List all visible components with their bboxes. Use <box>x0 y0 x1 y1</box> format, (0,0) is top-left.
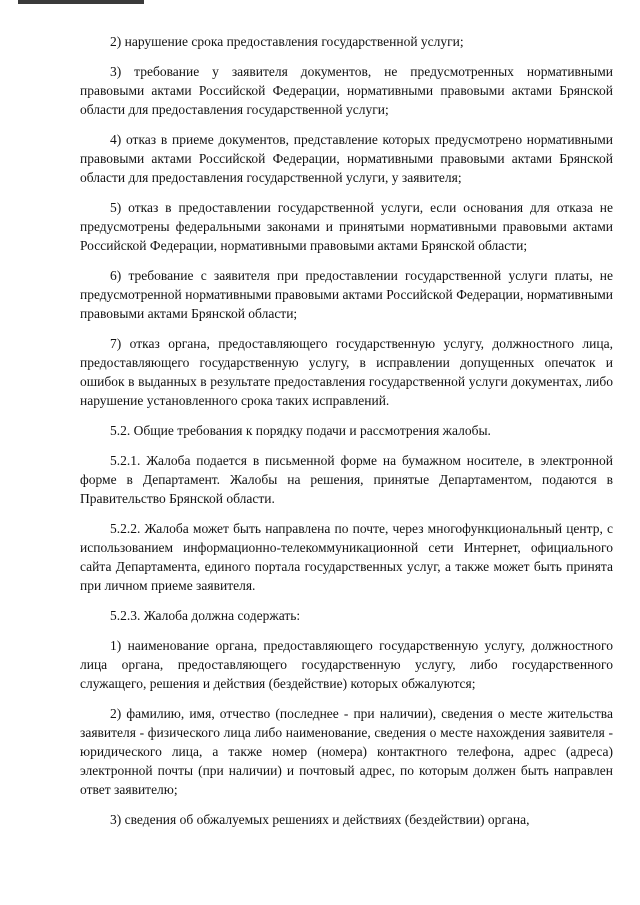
top-rule <box>18 0 144 4</box>
paragraph-unlawful-fee: 6) требование с заявителя при предоставлении государственной услуги платы, не предусмотренной нормативными правовыми актами Российской Федерации, нормативными правовыми актами Брянской области; <box>80 268 613 321</box>
paragraph-extra-documents: 3) требование у заявителя документов, не предусмотренных нормативными правовыми актами Российской Федерации, нормативными правовыми актами Брянской области для предоставления государственной услуги; <box>80 64 613 117</box>
paragraph-refusal-service: 5) отказ в предоставлении государственной услуги, если основания для отказа не предусмотрены федеральными законами и принятыми нормативными правовыми актами Российской Федерации, нормативными правовыми актами Брянской области; <box>80 200 613 253</box>
clause-5-2-1: 5.2.1. Жалоба подается в письменной форме на бумажном носителе, в электронной форме в Департамент. Жалобы на решения, принятые Департаментом, подаются в Правительство Брянской области. <box>80 453 613 506</box>
list-item-1: 1) наименование органа, предоставляющего государственную услугу, должностного лица органа, предоставляющего государственную услугу, либо государственного служащего, решения и действия (бездействие) которых обжалуются; <box>80 638 613 691</box>
clause-5-2-3: 5.2.3. Жалоба должна содержать: <box>110 608 301 623</box>
list-item-2: 2) фамилию, имя, отчество (последнее - при наличии), сведения о месте жительства заявителя - физического лица либо наименование, сведения о месте нахождения заявителя - юридического лица, а также номер (номера) контактного телефона, адрес (адреса) электронной почты (при наличии) и почтовый адрес, по которым должен быть направлен ответ заявителю; <box>80 706 613 797</box>
paragraph-violation-deadline: 2) нарушение срока предоставления государственной услуги; <box>110 34 464 49</box>
section-heading-5-2: 5.2. Общие требования к порядку подачи и рассмотрения жалобы. <box>110 423 491 438</box>
list-item-3: 3) сведения об обжалуемых решениях и действиях (бездействии) органа, <box>110 812 530 827</box>
clause-5-2-2: 5.2.2. Жалоба может быть направлена по почте, через многофункциональный центр, с использованием информационно-телекоммуникационной сети Интернет, официального сайта Департамента, единого портала государственных услуг, а также может быть принята при личном приеме заявителя. <box>80 521 613 593</box>
document-body <box>80 32 613 840</box>
paragraph-refusal-acceptance: 4) отказ в приеме документов, представление которых предусмотрено нормативными правовыми актами Российской Федерации, нормативными правовыми актами Брянской области для предоставления государственной услуги, у заявителя; <box>80 132 613 185</box>
paragraph-refusal-corrections: 7) отказ органа, предоставляющего государственную услугу, должностного лица, предоставляющего государственную услугу, в исправлении допущенных опечаток и ошибок в выданных в результате предоставления государственной услуги документах, либо нарушение установленного срока таких исправлений. <box>80 336 613 408</box>
